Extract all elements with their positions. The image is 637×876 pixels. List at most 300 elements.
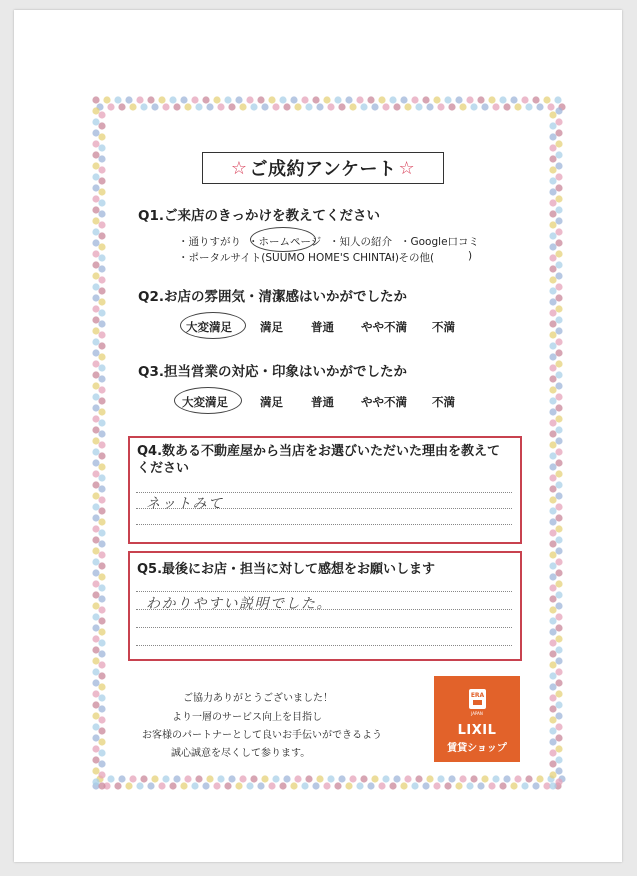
frame-dot	[92, 547, 99, 554]
frame-dot	[382, 775, 389, 782]
frame-dot	[349, 775, 356, 782]
frame-dot	[470, 775, 477, 782]
frame-dot	[555, 503, 562, 510]
frame-dot	[114, 96, 121, 103]
frame-dot	[140, 775, 147, 782]
frame-dot	[389, 96, 396, 103]
frame-dot	[555, 646, 562, 653]
frame-dot	[92, 679, 99, 686]
frame-dot	[549, 551, 556, 558]
frame-dot	[98, 551, 105, 558]
q3-rating-satisfied[interactable]: 満足	[260, 395, 283, 409]
frame-dot	[98, 595, 105, 602]
frame-dot	[98, 254, 105, 261]
frame-dot	[422, 96, 429, 103]
frame-dot	[173, 775, 180, 782]
frame-dot	[92, 228, 99, 235]
q1-option-referral[interactable]: ・知人の紹介	[329, 236, 392, 248]
frame-dot	[213, 782, 220, 789]
frame-dot	[555, 558, 562, 565]
frame-dot	[411, 96, 418, 103]
frame-dot	[555, 228, 562, 235]
frame-dot	[555, 547, 562, 554]
frame-dot	[549, 573, 556, 580]
frame-dot	[92, 690, 99, 697]
frame-dot	[555, 371, 562, 378]
frame-dot	[555, 459, 562, 466]
frame-dot	[250, 103, 257, 110]
frame-dot	[525, 775, 532, 782]
frame-dot	[555, 173, 562, 180]
frame-dot	[437, 775, 444, 782]
frame-dot	[393, 103, 400, 110]
star-icon: ☆	[398, 157, 416, 179]
frame-dot	[554, 96, 561, 103]
survey-title: ご成約アンケート	[249, 159, 397, 180]
frame-dot	[549, 221, 556, 228]
q3-question: Q3.担当営業の対応・印象はいかがでしたか	[138, 364, 407, 380]
frame-dot	[433, 96, 440, 103]
frame-dot	[92, 349, 99, 356]
frame-dot	[129, 103, 136, 110]
q1-selection-circle	[250, 227, 316, 252]
frame-dot	[555, 129, 562, 136]
frame-dot	[92, 624, 99, 631]
frame-dot	[103, 96, 110, 103]
frame-dot	[549, 298, 556, 305]
frame-dot	[107, 775, 114, 782]
frame-dot	[514, 103, 521, 110]
frame-dot	[92, 767, 99, 774]
frame-dot	[437, 103, 444, 110]
frame-dot	[492, 775, 499, 782]
frame-dot	[488, 96, 495, 103]
frame-dot	[118, 103, 125, 110]
frame-dot	[532, 96, 539, 103]
frame-dot	[261, 775, 268, 782]
frame-dot	[360, 103, 367, 110]
frame-dot	[481, 775, 488, 782]
frame-dot	[92, 118, 99, 125]
frame-dot	[549, 430, 556, 437]
q2-rating-satisfied[interactable]: 満足	[260, 320, 283, 334]
q3-rating-dissatisfied[interactable]: 不満	[432, 395, 455, 409]
frame-dot	[92, 492, 99, 499]
frame-dot	[555, 283, 562, 290]
frame-dot	[477, 782, 484, 789]
frame-dot	[549, 496, 556, 503]
frame-dot	[98, 639, 105, 646]
q1-question: Q1.ご来店のきっかけを教えてください	[138, 208, 380, 224]
frame-dot	[98, 452, 105, 459]
frame-dot	[466, 782, 473, 789]
frame-dot	[455, 782, 462, 789]
frame-dot	[371, 775, 378, 782]
q1-option-passing[interactable]: ・通りすがり	[178, 236, 241, 248]
frame-dot	[180, 96, 187, 103]
frame-dot	[459, 103, 466, 110]
frame-dot	[206, 775, 213, 782]
frame-dot	[98, 507, 105, 514]
frame-dot	[536, 103, 543, 110]
frame-dot	[555, 514, 562, 521]
frame-dot	[92, 503, 99, 510]
frame-dot	[246, 96, 253, 103]
frame-dot	[162, 103, 169, 110]
frame-dot	[426, 775, 433, 782]
frame-dot	[555, 349, 562, 356]
frame-dot	[448, 775, 455, 782]
frame-dot	[98, 342, 105, 349]
frame-dot	[98, 617, 105, 624]
frame-dot	[279, 782, 286, 789]
thanks-line-1: ご協力ありがとうございました！	[183, 693, 333, 704]
frame-dot	[549, 606, 556, 613]
frame-dot	[549, 309, 556, 316]
frame-dot	[555, 492, 562, 499]
frame-dot	[92, 360, 99, 367]
frame-dot	[217, 103, 224, 110]
frame-dot	[98, 650, 105, 657]
frame-dot	[549, 529, 556, 536]
frame-dot	[549, 144, 556, 151]
frame-dot	[147, 782, 154, 789]
frame-dot	[555, 118, 562, 125]
frame-dot	[98, 749, 105, 756]
frame-dot	[290, 96, 297, 103]
frame-dot	[549, 375, 556, 382]
frame-dot	[98, 375, 105, 382]
frame-dot	[411, 782, 418, 789]
frame-dot	[92, 206, 99, 213]
frame-dot	[549, 265, 556, 272]
frame-dot	[323, 782, 330, 789]
frame-dot	[305, 775, 312, 782]
frame-dot	[92, 404, 99, 411]
frame-dot	[92, 745, 99, 752]
frame-dot	[98, 408, 105, 415]
frame-dot	[521, 782, 528, 789]
logo-brand-subtitle: 賃貸ショップ	[447, 743, 507, 754]
frame-dot	[549, 661, 556, 668]
frame-dot	[98, 188, 105, 195]
frame-dot	[92, 162, 99, 169]
frame-dot	[92, 569, 99, 576]
frame-dot	[338, 775, 345, 782]
frame-dot	[98, 430, 105, 437]
frame-dot	[98, 210, 105, 217]
q3-rating-neutral[interactable]: 普通	[311, 395, 334, 409]
frame-dot	[555, 734, 562, 741]
frame-dot	[549, 694, 556, 701]
frame-dot	[549, 540, 556, 547]
frame-dot	[477, 96, 484, 103]
era-logo-icon: ERA	[469, 689, 486, 709]
frame-dot	[290, 782, 297, 789]
frame-dot	[169, 96, 176, 103]
frame-dot	[272, 775, 279, 782]
q1-option-google-review[interactable]: ・Google口コミ	[400, 236, 480, 248]
frame-dot	[345, 96, 352, 103]
frame-dot	[555, 393, 562, 400]
frame-dot	[98, 518, 105, 525]
q4-question-line1: Q4.数ある不動産屋から当店をお選びいただいた理由を教えて	[137, 444, 501, 459]
q3-rating-somewhat-dissatisfied[interactable]: やや不満	[361, 395, 407, 409]
frame-dot	[98, 397, 105, 404]
frame-dot	[555, 107, 562, 114]
frame-dot	[151, 775, 158, 782]
frame-dot	[92, 723, 99, 730]
frame-dot	[184, 103, 191, 110]
frame-dot	[549, 749, 556, 756]
q2-rating-dissatisfied[interactable]: 不満	[432, 320, 455, 334]
frame-dot	[448, 103, 455, 110]
frame-dot	[98, 122, 105, 129]
frame-dot	[98, 166, 105, 173]
frame-dot	[555, 756, 562, 763]
frame-dot	[334, 96, 341, 103]
frame-dot	[549, 199, 556, 206]
frame-dot	[549, 518, 556, 525]
q3-rating-very-satisfied[interactable]: 大変満足	[182, 395, 228, 409]
frame-dot	[98, 309, 105, 316]
frame-dot	[316, 775, 323, 782]
q2-rating-somewhat-dissatisfied[interactable]: やや不満	[361, 320, 407, 334]
frame-dot	[378, 96, 385, 103]
q2-rating-neutral[interactable]: 普通	[311, 320, 334, 334]
frame-dot	[92, 756, 99, 763]
survey-sheet	[14, 10, 622, 862]
frame-dot	[92, 470, 99, 477]
frame-dot	[98, 496, 105, 503]
frame-dot	[98, 364, 105, 371]
frame-dot	[92, 657, 99, 664]
frame-dot	[92, 635, 99, 642]
frame-dot	[415, 103, 422, 110]
frame-dot	[549, 188, 556, 195]
frame-dot	[224, 96, 231, 103]
frame-dot	[92, 525, 99, 532]
frame-dot	[92, 712, 99, 719]
frame-dot	[503, 103, 510, 110]
frame-dot	[433, 782, 440, 789]
frame-dot	[98, 694, 105, 701]
frame-dot	[151, 103, 158, 110]
frame-dot	[92, 778, 99, 785]
frame-dot	[98, 353, 105, 360]
frame-dot	[378, 782, 385, 789]
frame-dot	[92, 426, 99, 433]
frame-dot	[98, 463, 105, 470]
frame-dot	[147, 96, 154, 103]
frame-dot	[92, 382, 99, 389]
frame-dot	[92, 613, 99, 620]
frame-dot	[549, 177, 556, 184]
frame-dot	[549, 595, 556, 602]
frame-dot	[549, 342, 556, 349]
frame-dot	[555, 217, 562, 224]
frame-dot	[92, 338, 99, 345]
frame-dot	[547, 103, 554, 110]
frame-dot	[549, 760, 556, 767]
frame-dot	[92, 459, 99, 466]
q1-option-portal-site[interactable]: ・ポータルサイト(SUUMO HOME'S CHINTAI)	[178, 252, 399, 264]
frame-dot	[202, 782, 209, 789]
frame-dot	[92, 448, 99, 455]
frame-dot	[389, 782, 396, 789]
frame-dot	[349, 103, 356, 110]
frame-dot	[555, 668, 562, 675]
frame-dot	[92, 734, 99, 741]
frame-dot	[98, 331, 105, 338]
frame-dot	[555, 327, 562, 334]
frame-dot	[549, 111, 556, 118]
frame-dot	[140, 103, 147, 110]
answer-line	[136, 524, 512, 525]
frame-dot	[98, 441, 105, 448]
frame-dot	[92, 415, 99, 422]
frame-dot	[555, 602, 562, 609]
frame-dot	[173, 103, 180, 110]
frame-dot	[169, 782, 176, 789]
frame-dot	[92, 294, 99, 301]
frame-dot	[92, 558, 99, 565]
frame-dot	[470, 103, 477, 110]
q1-option-other[interactable]: ・その他(	[388, 252, 435, 264]
q1-option-homepage[interactable]: ・ホームページ	[248, 236, 322, 248]
frame-dot	[549, 485, 556, 492]
frame-dot	[224, 782, 231, 789]
frame-dot	[356, 96, 363, 103]
frame-dot	[549, 364, 556, 371]
frame-dot	[455, 96, 462, 103]
frame-dot	[549, 672, 556, 679]
frame-dot	[499, 782, 506, 789]
frame-dot	[98, 782, 105, 789]
frame-dot	[294, 103, 301, 110]
frame-dot	[549, 122, 556, 129]
frame-dot	[549, 243, 556, 250]
frame-dot	[92, 371, 99, 378]
frame-dot	[98, 661, 105, 668]
frame-dot	[92, 327, 99, 334]
frame-dot	[488, 782, 495, 789]
frame-dot	[246, 782, 253, 789]
frame-dot	[98, 177, 105, 184]
frame-dot	[549, 474, 556, 481]
frame-dot	[536, 775, 543, 782]
q1-option-other-close: )	[468, 250, 473, 262]
frame-dot	[555, 767, 562, 774]
frame-dot	[549, 639, 556, 646]
frame-dot	[549, 705, 556, 712]
frame-dot	[92, 250, 99, 257]
frame-dot	[555, 250, 562, 257]
frame-dot	[98, 606, 105, 613]
frame-dot	[98, 727, 105, 734]
frame-dot	[356, 782, 363, 789]
frame-dot	[549, 507, 556, 514]
frame-dot	[555, 437, 562, 444]
frame-dot	[549, 287, 556, 294]
frame-dot	[98, 155, 105, 162]
frame-dot	[555, 415, 562, 422]
frame-dot	[301, 96, 308, 103]
frame-dot	[555, 162, 562, 169]
frame-dot	[268, 96, 275, 103]
frame-dot	[444, 96, 451, 103]
frame-dot	[98, 232, 105, 239]
frame-dot	[345, 782, 352, 789]
frame-dot	[98, 298, 105, 305]
frame-dot	[92, 107, 99, 114]
frame-dot	[549, 771, 556, 778]
frame-dot	[499, 96, 506, 103]
frame-dot	[555, 294, 562, 301]
frame-dot	[98, 562, 105, 569]
frame-dot	[98, 474, 105, 481]
frame-dot	[549, 331, 556, 338]
frame-dot	[98, 276, 105, 283]
frame-dot	[98, 529, 105, 536]
frame-dot	[92, 591, 99, 598]
frame-dot	[279, 96, 286, 103]
frame-dot	[235, 782, 242, 789]
q4-answer-panel[interactable]	[128, 436, 522, 544]
frame-dot	[98, 705, 105, 712]
frame-dot	[549, 683, 556, 690]
frame-dot	[162, 775, 169, 782]
q2-rating-very-satisfied[interactable]: 大変満足	[186, 320, 232, 334]
frame-dot	[125, 782, 132, 789]
frame-dot	[549, 452, 556, 459]
frame-dot	[98, 683, 105, 690]
q4-question-line2: ください	[137, 461, 190, 476]
frame-dot	[514, 775, 521, 782]
frame-dot	[555, 745, 562, 752]
frame-dot	[92, 514, 99, 521]
frame-dot	[555, 184, 562, 191]
frame-dot	[555, 525, 562, 532]
frame-dot	[555, 657, 562, 664]
frame-dot	[98, 716, 105, 723]
frame-dot	[98, 199, 105, 206]
frame-dot	[555, 723, 562, 730]
frame-dot	[338, 103, 345, 110]
frame-dot	[92, 580, 99, 587]
frame-dot	[98, 771, 105, 778]
frame-dot	[367, 96, 374, 103]
frame-dot	[228, 775, 235, 782]
frame-dot	[521, 96, 528, 103]
frame-dot	[92, 151, 99, 158]
frame-dot	[360, 775, 367, 782]
frame-dot	[510, 782, 517, 789]
frame-dot	[92, 217, 99, 224]
frame-dot	[213, 96, 220, 103]
frame-dot	[555, 239, 562, 246]
frame-dot	[555, 426, 562, 433]
frame-dot	[549, 254, 556, 261]
answer-line	[136, 591, 512, 592]
logo-brand: LIXIL	[457, 723, 497, 738]
frame-dot	[549, 133, 556, 140]
frame-dot	[549, 716, 556, 723]
q5-answer-panel[interactable]	[128, 551, 522, 661]
frame-dot	[98, 386, 105, 393]
frame-dot	[422, 782, 429, 789]
frame-dot	[250, 775, 257, 782]
